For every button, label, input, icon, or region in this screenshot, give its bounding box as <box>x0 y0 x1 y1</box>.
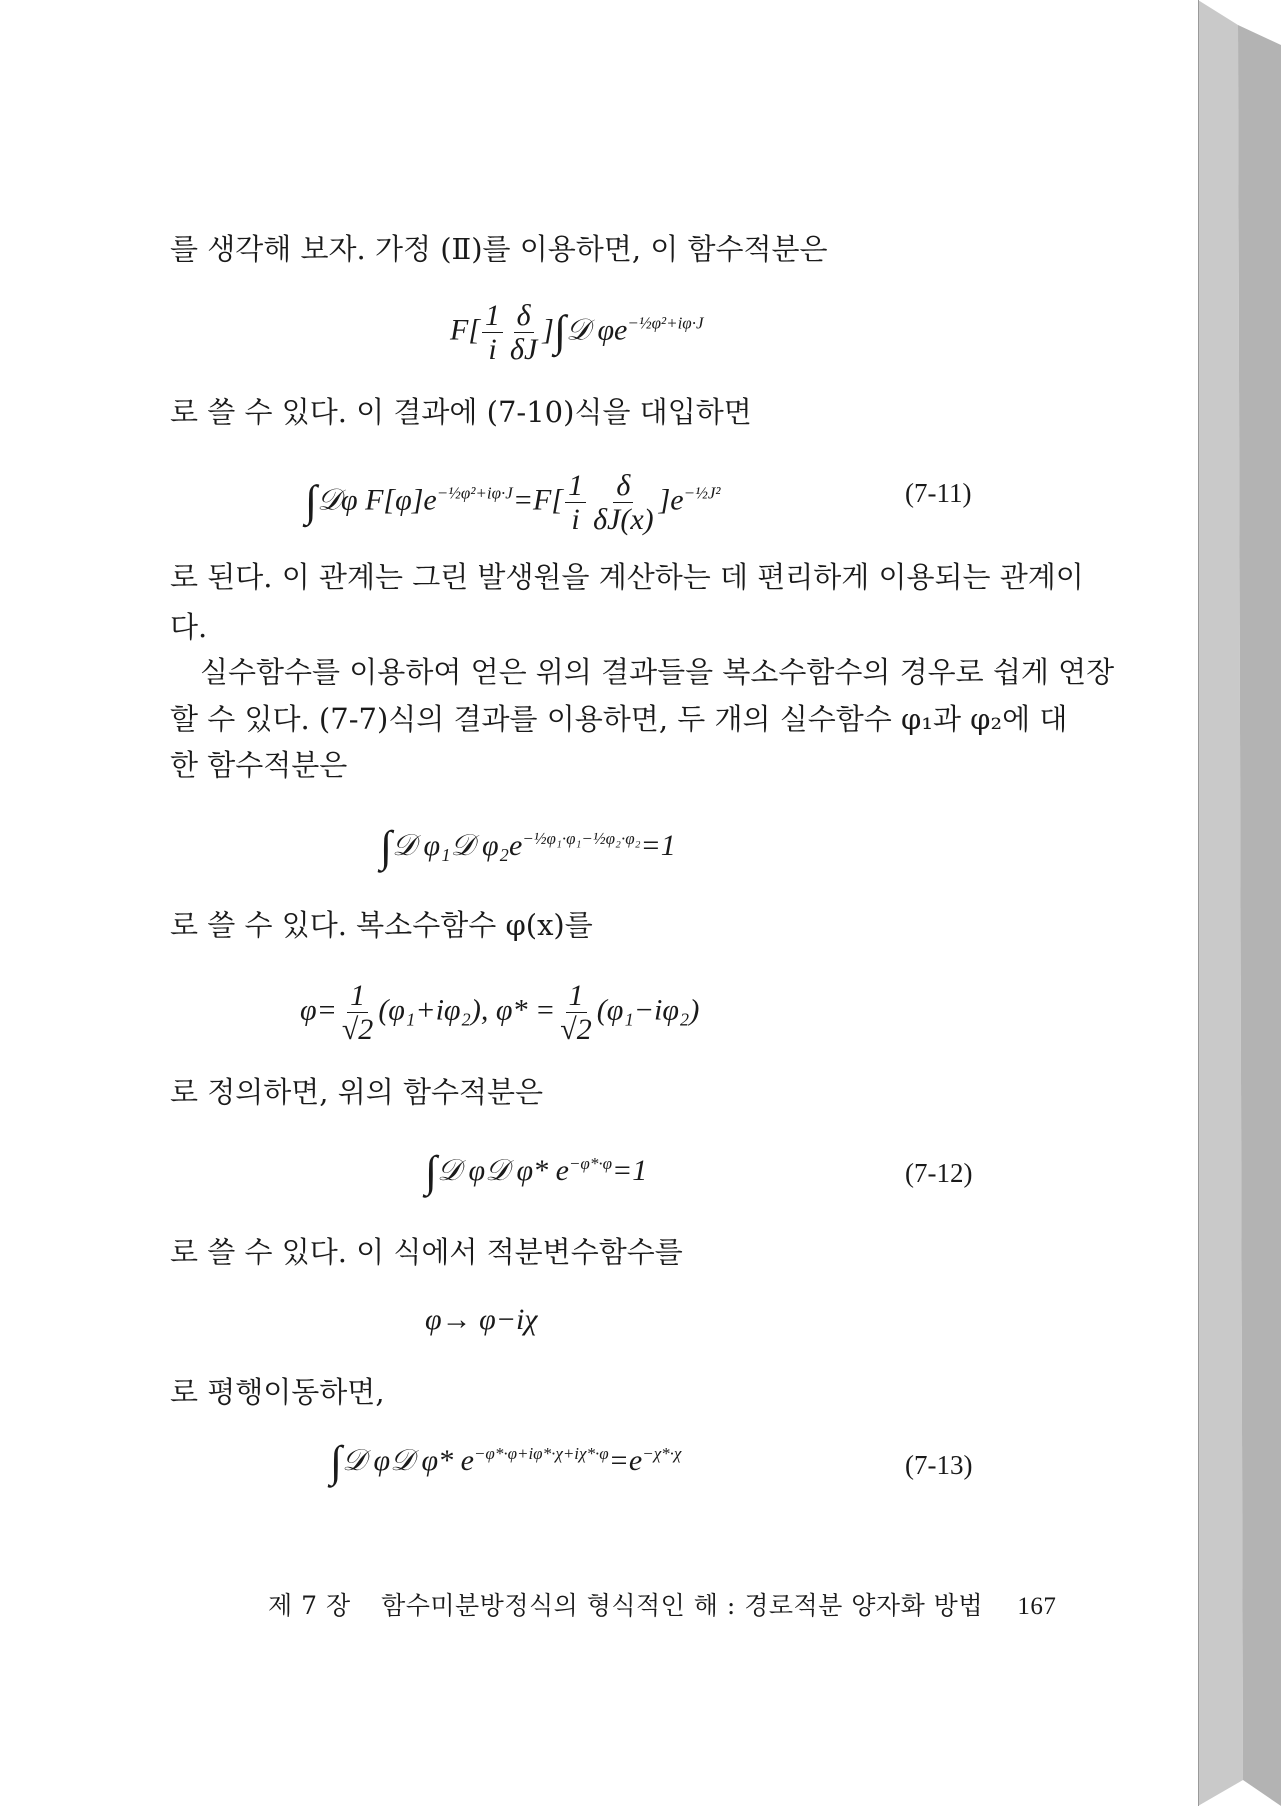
text-line: 한 함수적분은 <box>170 748 348 782</box>
text-line: 로 평행이동하면, <box>170 1375 385 1409</box>
text-line: 실수함수를 이용하여 얻은 위의 결과들을 복소수함수의 경우로 쉽게 연장 <box>200 655 1115 689</box>
equation-number: (7-11) <box>905 478 972 508</box>
equation-shift: φ→ φ−iχ <box>425 1303 538 1336</box>
text-line: 로 정의하면, 위의 함수적분은 <box>170 1075 544 1109</box>
text-line: 로 쓸 수 있다. 이 식에서 적분변수함수를 <box>170 1235 683 1269</box>
equation-number: (7-13) <box>905 1450 973 1480</box>
text-line: 를 생각해 보자. 가정 (Ⅱ)를 이용하면, 이 함수적분은 <box>170 232 828 266</box>
page-footer <box>268 1586 1056 1622</box>
text-line: 로 된다. 이 관계는 그린 발생원을 계산하는 데 편리하게 이용되는 관계이 <box>170 560 1084 594</box>
chapter-label: 제 7 장 <box>268 1591 351 1620</box>
chapter-title: 함수미분방정식의 형식적인 해 : 경로적분 양자화 방법 <box>381 1591 983 1620</box>
equation-7-12: ∫𝒟 φ𝒟 φ* $e^{-\varphi*\cdot\varphi}=1$ <box>425 1147 648 1196</box>
equation-functional-integral: F[ $\frac{1}{i}$ $\frac{\delta}{\delta J}$ ]∫𝒟 $\varphi e^{-\frac{1}{2}\varphi^2+i\varphi\cdot J}$ <box>450 299 704 366</box>
book-spine-edge <box>1198 0 1281 1806</box>
text-line: 다. <box>170 610 208 644</box>
equation-real-integral: ∫𝒟 φ₁𝒟 $\varphi_2e^{-\frac{1}{2}\varphi_1\cdot\varphi_1-\frac{1}{2}\varphi_2\cdot\varphi_2}=1$ <box>380 822 676 871</box>
text-line: 할 수 있다. (7-7)식의 결과를 이용하면, 두 개의 실수함수 φ₁과 φ₂에 대 <box>170 702 1068 736</box>
equation-complex-definition: φ= $\frac{1}{√2}$ (φ₁+iφ₂), φ* = $\frac{1}{√2}$ (φ₁−iφ₂) <box>300 979 700 1046</box>
text-line: 로 쓸 수 있다. 복소수함수 φ(x)를 <box>170 908 593 942</box>
text-line: 로 쓸 수 있다. 이 결과에 (7-10)식을 대입하면 <box>170 395 752 429</box>
page-number: 167 <box>1017 1593 1057 1620</box>
equation-number: (7-12) <box>905 1158 973 1188</box>
equation-7-13: ∫𝒟 φ𝒟 φ* $e^{-\varphi*\cdot\varphi+i\varphi*\cdot\chi+i\chi*\cdot\varphi}=e^{-\chi*\cdot\chi}$ <box>330 1437 682 1486</box>
equation-7-11: ∫𝒟φ $F[\varphi]e^{-\frac{1}{2}\varphi^2+i\varphi\cdot J}=F$[ $\frac{1}{i}$ $\frac{\delta}{\delta J(x)}$ ]$e^{-\frac{1}{2}J^2}$ <box>305 469 721 536</box>
